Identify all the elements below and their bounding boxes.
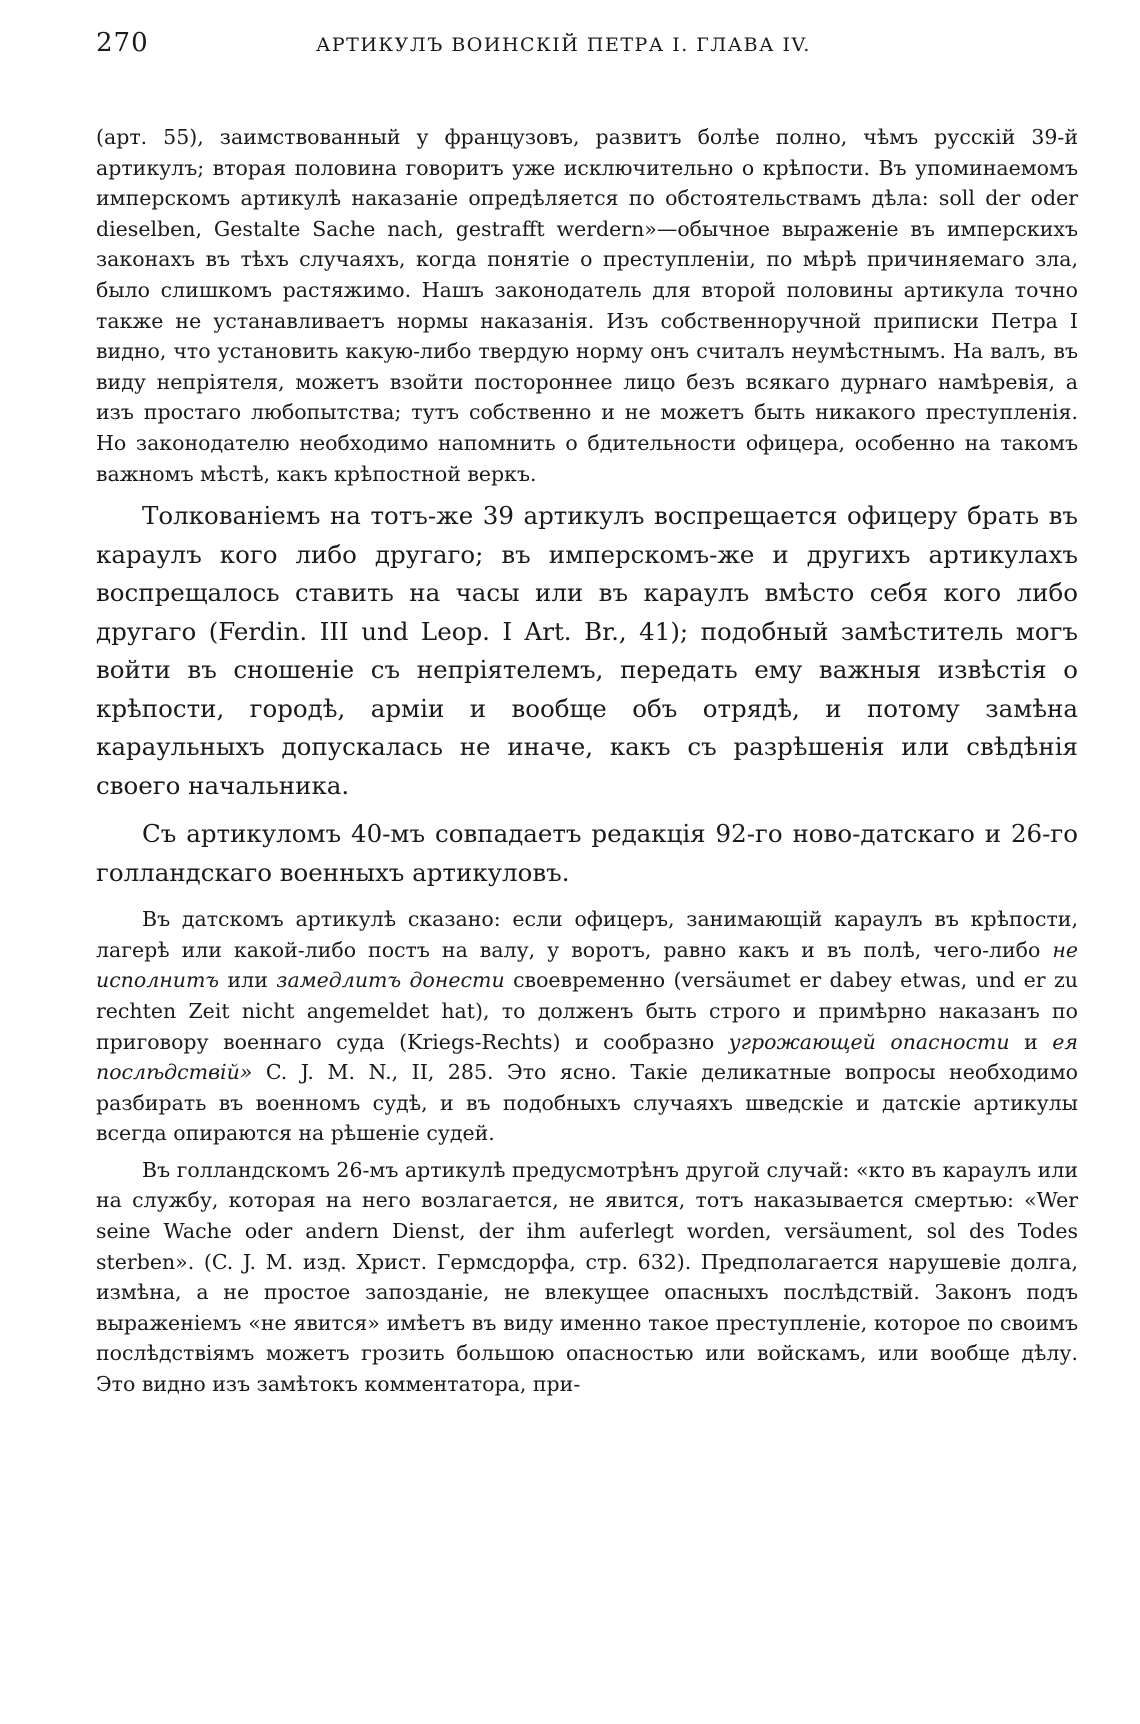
paragraph-5: Въ голландскомъ 26-мъ артикулѣ предусмотрѣнъ другой случай: «кто въ караулъ или на службу, которая на него возлагается, не явится, тотъ наказывается смертью: «Wer seine Wache oder andern Dienst, der ihm auferlegt worden, versäument, sol des Todes sterben». (C. J. M. изд. Христ. Гермсдорфа, стр. 632). Предполагается нарушевіе долга, измѣна, а не простое запозданіе, не влекущее опасныхъ послѣдствій. Законъ подъ выраженіемъ «не явится» имѣетъ въ виду именно такое преступленіе, которое по своимъ послѣдствіямъ можетъ грозить большою опасностью или войскамъ, или вообще дѣлу. Это видно изъ замѣтокъ комментатора, при- (96, 1157, 1078, 1397)
paragraph-4-text-5: C. J. M. N., II, 285. Это ясно. Такіе деликатные вопросы необходимо разбирать въ военномъ судѣ, и въ подобныхъ случаяхъ шведскіе и датскіе артикулы всегда опираются на рѣшеніе судей. (96, 1060, 1078, 1146)
paragraph-2: Толкованіемъ на тотъ-же 39 артикулъ воспрещается офицеру брать въ караулъ кого либо другаго; въ имперскомъ-же и другихъ артикулахъ воспрещалось ставить на часы или въ караулъ вмѣсто себя кого либо другаго (Ferdin. III und Leop. I Art. Br., 41); подобный замѣститель могъ войти въ сношеніе съ непріятелемъ, передать ему важныя извѣстія о крѣпости, городѣ, арміи и вообще объ отрядѣ, и потому замѣна караульныхъ допускалась не иначе, какъ съ разрѣшенія или свѣдѣнія своего начальника. (96, 501, 1078, 800)
paragraph-4 (96, 904, 1078, 1149)
running-head: АРТИКУЛЪ ВОИНСКІЙ ПЕТРА I. ГЛАВА IV. (316, 34, 811, 56)
page-header (96, 28, 1078, 76)
paragraph-4-italic-1: не исполнитъ (96, 937, 1078, 993)
paragraph-4-italic-4: ея послѣдствій» (96, 1029, 1078, 1085)
paragraph-4-text-4: и (1009, 1029, 1053, 1054)
paragraph-3: Съ артикуломъ 40-мъ совпадаетъ редакція 92-го ново-датскаго и 26-го голландскаго военныхъ артикуловъ. (96, 819, 1078, 887)
page-number: 270 (96, 28, 149, 58)
paragraph-4-italic-3: угрожающей опасности (728, 1029, 1010, 1054)
paragraph-4-text-1: Въ датскомъ артикулѣ сказано: если офицеръ, занимающій караулъ въ крѣпости, лагерѣ или какой-либо постъ на валу, у воротъ, равно какъ и въ полѣ, чего-либо (96, 907, 1078, 962)
paragraph-4-text-3: своевременно (versäumet er dabey etwas, und er zu rechten Zeit nicht angemeldet hat), то долженъ быть строго и примѣрно наказанъ по приговору военнаго суда (Kriegs-Rechts) и сообразно (96, 968, 1078, 1054)
paragraph-1: (арт. 55), заимствованный у французовъ, развитъ болѣе полно, чѣмъ русскій 39-й артикулъ; вторая половина говоритъ уже исключительно о крѣпости. Въ упоминаемомъ имперскомъ артикулѣ наказаніе опредѣляется по обстоятельствамъ дѣла: soll der oder dieselben, Gestalte Sache nach, gestrafft werdern»—обычное выраженіе въ имперскихъ законахъ въ тѣхъ случаяхъ, когда понятіе о преступленіи, по мѣрѣ причиняемаго зла, было слишкомъ растяжимо. Нашъ законодатель для второй половины артикула точно также не устанавливаетъ нормы наказанія. Изъ собственноручной приписки Петра I видно, что установить какую-либо твердую норму онъ считалъ неумѣстнымъ. На валъ, въ виду непріятеля, можетъ взойти постороннее лицо безъ всякаго дурнаго намѣревія, а изъ простаго любопытства; тутъ собственно и не можетъ быть никакого преступленія. Но законодателю необходимо напомнить о бдительности офицера, особенно на такомъ важномъ мѣстѣ, какъ крѣпостной веркъ. (96, 125, 1078, 486)
paragraph-4-italic-2: замедлитъ донести (276, 968, 505, 993)
paragraph-4-text-2: или (219, 968, 277, 993)
